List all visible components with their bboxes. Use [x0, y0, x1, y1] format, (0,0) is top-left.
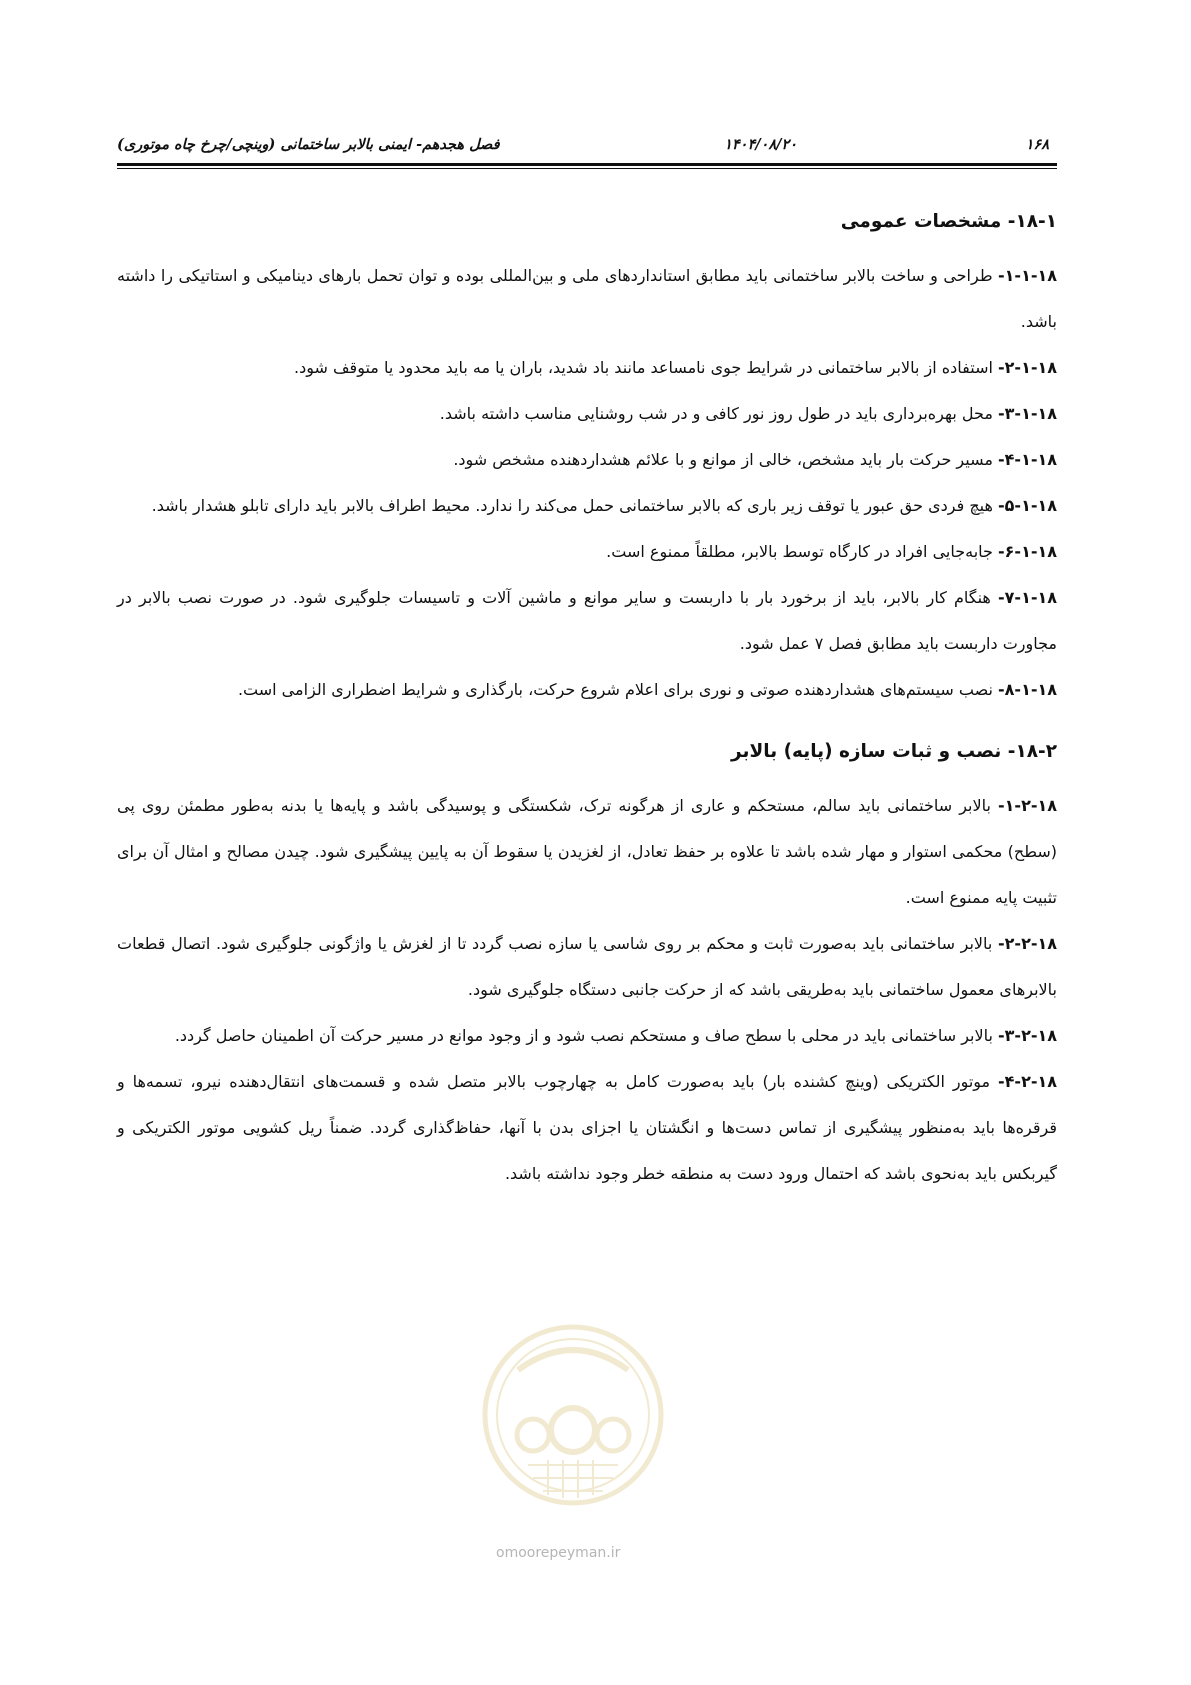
paragraph	[117, 921, 1057, 1013]
clause-number: ۱-۲-۱۸-	[998, 796, 1057, 815]
clause-number: ۴-۲-۱۸-	[998, 1072, 1057, 1091]
paragraph	[117, 1013, 1057, 1059]
paragraph	[117, 345, 1057, 391]
watermark-url: omoorepeyman.ir	[496, 1545, 621, 1561]
paragraph	[117, 667, 1057, 713]
clause-number: ۳-۲-۱۸-	[998, 1026, 1057, 1045]
header-rule-thin	[117, 168, 1057, 169]
clause-text: هنگام کار بالابر، باید از برخورد بار با داربست و سایر موانع و ماشین آلات و تاسیسات جلوگیری شود. در صورت نصب بالابر در مجاورت داربست باید مطابق فصل ۷ عمل شود.	[117, 588, 1057, 653]
clause-number: ۲-۱-۱۸-	[998, 358, 1057, 377]
clause-text: هیچ فردی حق عبور یا توقف زیر باری که بالابر ساختمانی حمل می‌کند را ندارد. محیط اطراف بالابر باید دارای تابلو هشدار باشد.	[151, 496, 999, 515]
page-number: ۱۶۸	[1025, 136, 1049, 153]
body-content	[117, 205, 1057, 1197]
paragraph	[117, 253, 1057, 345]
paragraph	[117, 1059, 1057, 1197]
clause-text: موتور الکتریکی (وینچ کشنده بار) باید به‌صورت کامل به چهارچوب بالابر متصل شده و قسمت‌های انتقال‌دهنده نیرو، تسمه‌ها و قرقره‌ها باید به‌منظور پیشگیری از تماس دست‌ها و انگشتان یا اجزای بدن با آنها، حفاظ‌گذاری گردد. ضمناً ریل کشویی موتور الکتریکی و گیربکس باید به‌نحوی باشد که احتمال ورود دست به منطقه خطر وجود نداشته باشد.	[117, 1072, 1057, 1183]
paragraph	[117, 483, 1057, 529]
clause-number: ۶-۱-۱۸-	[998, 542, 1057, 561]
watermark-logo	[478, 1310, 668, 1520]
clause-number: ۳-۱-۱۸-	[998, 404, 1057, 423]
header-date: ۱۴۰۴/۰۸/۲۰	[724, 136, 797, 153]
paragraph	[117, 529, 1057, 575]
clause-number: ۴-۱-۱۸-	[998, 450, 1057, 469]
clause-number: ۵-۱-۱۸-	[998, 496, 1057, 515]
section-title: ۱۸-۱- مشخصات عمومی	[840, 211, 1057, 232]
clause-text: بالابر ساختمانی باید در محلی با سطح صاف و مستحکم نصب شود و از وجود موانع در مسیر حرکت آن اطمینان حاصل گردد.	[174, 1026, 999, 1045]
clause-text: طراحی و ساخت بالابر ساختمانی باید مطابق استانداردهای ملی و بین‌المللی بوده و توان تحمل بارهای دینامیکی و استاتیکی را داشته باشد.	[117, 266, 1057, 331]
clause-text: محل بهره‌برداری باید در طول روز نور کافی و در شب روشنایی مناسب داشته باشد.	[439, 404, 999, 423]
clause-text: بالابر ساختمانی باید به‌صورت ثابت و محکم بر روی شاسی یا سازه نصب گردد تا از لغزش یا واژگونی جلوگیری شود. اتصال قطعات بالابرهای معمول ساختمانی باید به‌طریقی باشد که از حرکت جانبی دستگاه جلوگیری شود.	[117, 934, 1057, 999]
paragraph	[117, 783, 1057, 921]
clause-text: نصب سیستم‌های هشداردهنده صوتی و نوری برای اعلام شروع حرکت، بارگذاری و شرایط اضطراری الزامی است.	[237, 680, 999, 699]
clause-text: جابه‌جایی افراد در کارگاه توسط بالابر، مطلقاً ممنوع است.	[606, 542, 999, 561]
clause-number: ۱-۱-۱۸-	[998, 266, 1057, 285]
clause-number: ۲-۲-۱۸-	[998, 934, 1057, 953]
clause-number: ۸-۱-۱۸-	[998, 680, 1057, 699]
clause-number: ۷-۱-۱۸-	[998, 588, 1057, 607]
paragraph	[117, 391, 1057, 437]
chapter-title: فصل هجدهم- ایمنی بالابر ساختمانی (وینچی/چرخ چاه موتوری)	[117, 136, 500, 153]
clause-text: استفاده از بالابر ساختمانی در شرایط جوی نامساعد مانند باد شدید، باران یا مه باید محدود یا متوقف شود.	[294, 358, 999, 377]
paragraph	[117, 437, 1057, 483]
paragraph	[117, 575, 1057, 667]
clause-text: بالابر ساختمانی باید سالم، مستحکم و عاری از هرگونه ترک، شکستگی و پوسیدگی باشد و پایه‌ها یا بدنه به‌طور مطمئن روی پی (سطح) محکمی استوار و مهار شده باشد تا علاوه بر حفظ تعادل، از لغزیدن یا سقوط آن به پایین پیشگیری شود. چیدن مصالح و امثال آن برای تثبیت پایه ممنوع است.	[117, 796, 1057, 907]
running-header	[117, 130, 1057, 164]
header-rule-thick	[117, 163, 1057, 166]
section-title: ۱۸-۲- نصب و ثبات سازه (پایه) بالابر	[731, 741, 1057, 762]
clause-text: مسیر حرکت بار باید مشخص، خالی از موانع و با علائم هشداردهنده مشخص شود.	[453, 450, 999, 469]
